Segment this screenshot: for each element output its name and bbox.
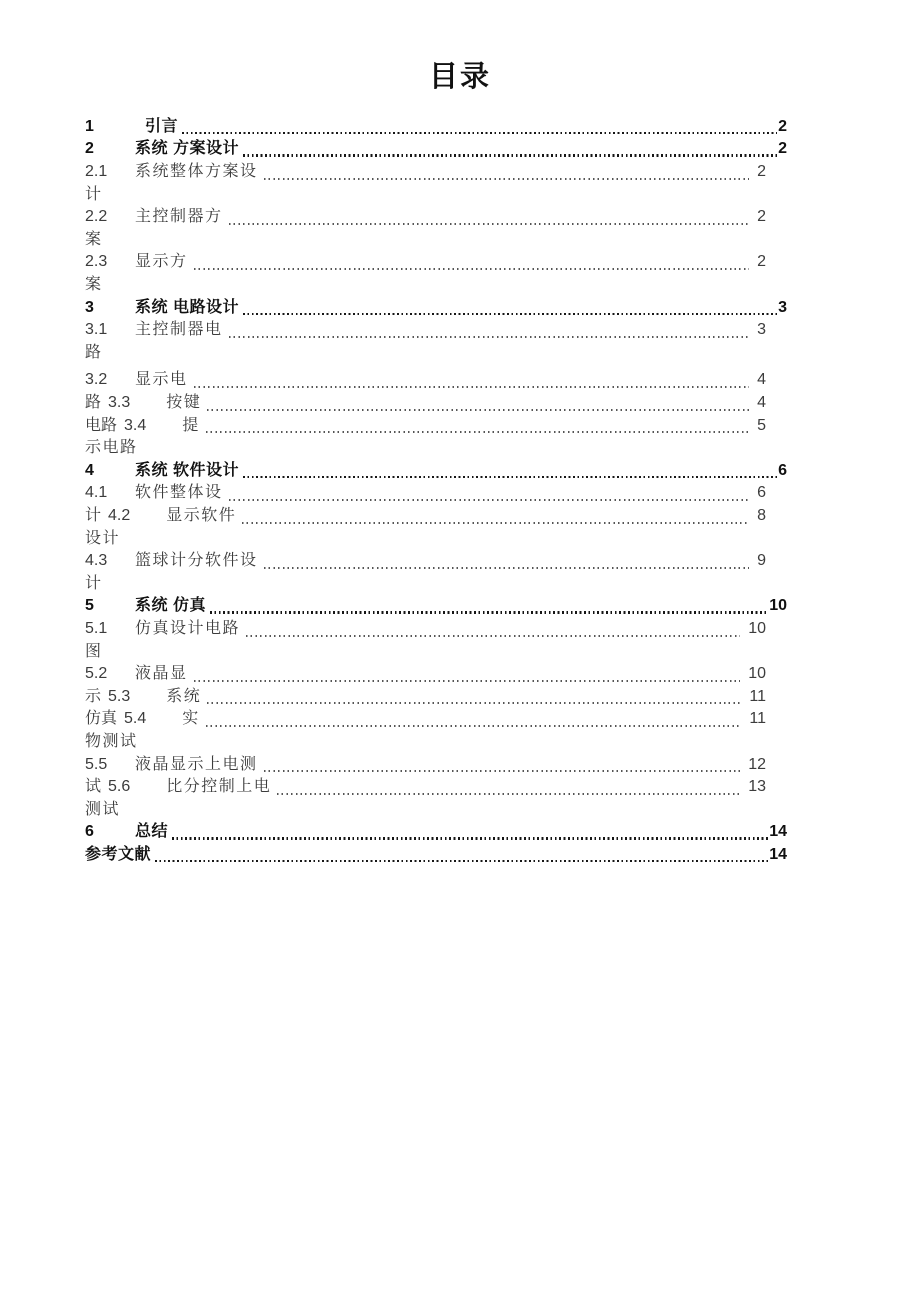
toc-entry-number: 4.2 bbox=[108, 506, 131, 524]
toc-entry[interactable] bbox=[85, 161, 766, 184]
page-number: 4 bbox=[757, 371, 766, 389]
toc-entry[interactable] bbox=[85, 251, 766, 274]
dot-leader bbox=[194, 680, 741, 682]
toc-entry-title: 引言 bbox=[145, 117, 179, 135]
dot-leader bbox=[229, 336, 750, 338]
toc-entry-number: 3.3 bbox=[108, 394, 131, 412]
dot-leader bbox=[206, 725, 742, 727]
toc-entry-title: 主控制器方 bbox=[135, 208, 223, 226]
toc-entry[interactable] bbox=[85, 595, 787, 618]
toc-wrap-text: 计 bbox=[85, 185, 103, 203]
toc-entry[interactable] bbox=[85, 460, 787, 483]
toc-entry-number: 3.4 bbox=[124, 416, 147, 434]
page-number: 11 bbox=[749, 710, 766, 728]
dot-leader bbox=[243, 154, 777, 157]
toc-entry[interactable] bbox=[85, 116, 787, 139]
toc-wrap-text: 测试 bbox=[85, 800, 121, 818]
dot-leader bbox=[172, 837, 768, 840]
toc-wrap-text: 试 bbox=[85, 778, 102, 796]
toc-entry-number: 6 bbox=[85, 823, 94, 841]
toc-entry-number: 2.1 bbox=[85, 163, 108, 181]
toc-entry-title: 系统 方案设计 bbox=[135, 140, 239, 158]
toc-entry-title: 显示方 bbox=[135, 253, 188, 271]
toc-entry-number: 5.3 bbox=[108, 687, 131, 705]
page-number: 14 bbox=[769, 845, 787, 863]
toc-entry-number: 5.1 bbox=[85, 619, 108, 637]
toc-entry-title: 仿真设计电路 bbox=[135, 619, 241, 637]
toc-entry-title: 参考文献 bbox=[85, 845, 152, 863]
toc-entry[interactable] bbox=[85, 663, 766, 686]
toc-entry-number: 3.2 bbox=[85, 371, 108, 389]
dot-leader bbox=[246, 635, 740, 637]
toc-wrap-text: 设计 bbox=[85, 529, 121, 547]
page-number: 9 bbox=[757, 552, 766, 570]
page-number: 8 bbox=[757, 506, 766, 524]
toc-entry-title: 系统 软件设计 bbox=[135, 461, 239, 479]
toc-entry-number: 3 bbox=[85, 298, 94, 316]
toc-wrap-line bbox=[85, 229, 787, 252]
toc-entry[interactable] bbox=[85, 550, 766, 573]
toc-wrap-line bbox=[85, 274, 787, 297]
dot-leader bbox=[229, 223, 750, 225]
toc-entry-number: 2.2 bbox=[85, 208, 108, 226]
dot-leader bbox=[206, 431, 749, 433]
toc-wrap-line bbox=[85, 528, 787, 551]
page-number: 14 bbox=[769, 823, 787, 841]
toc-entry[interactable] bbox=[85, 821, 787, 844]
toc-entry-number: 4 bbox=[85, 461, 94, 479]
page-number: 11 bbox=[749, 687, 766, 705]
toc-wrap-text: 示电路 bbox=[85, 439, 138, 457]
dot-leader bbox=[229, 499, 750, 501]
toc-entry-number: 1 bbox=[85, 117, 94, 135]
toc-entry[interactable] bbox=[85, 392, 766, 415]
toc-entry-number: 5.2 bbox=[85, 665, 108, 683]
toc-entry[interactable] bbox=[85, 482, 766, 505]
page-number: 3 bbox=[778, 298, 787, 316]
toc-wrap-text: 计 bbox=[85, 574, 103, 592]
toc-entry-number: 3.1 bbox=[85, 321, 108, 339]
toc-entry-title: 系统 电路设计 bbox=[135, 298, 239, 316]
dot-leader bbox=[155, 860, 768, 863]
toc-entry[interactable] bbox=[85, 138, 787, 161]
dot-leader bbox=[207, 409, 749, 411]
toc-entry-title: 软件整体设 bbox=[135, 484, 223, 502]
toc-entry[interactable] bbox=[85, 844, 787, 867]
toc-entry-number: 2 bbox=[85, 140, 94, 158]
dot-leader bbox=[243, 476, 777, 479]
dot-leader bbox=[264, 178, 750, 180]
dot-leader bbox=[207, 702, 741, 704]
toc-wrap-line bbox=[85, 731, 787, 754]
toc-entry-title: 比分控制上电 bbox=[166, 778, 272, 796]
toc-entry-title: 实 bbox=[182, 710, 200, 728]
toc-entry-number: 5.6 bbox=[108, 778, 131, 796]
page-number: 13 bbox=[748, 778, 766, 796]
dot-leader bbox=[242, 522, 749, 524]
toc-entry-title: 液晶显示上电测 bbox=[135, 755, 258, 773]
toc-entry[interactable] bbox=[85, 206, 766, 229]
page-number: 12 bbox=[748, 755, 766, 773]
page-number: 2 bbox=[757, 253, 766, 271]
toc-entry-title: 篮球计分软件设 bbox=[135, 552, 258, 570]
toc-entry-title: 系统 bbox=[166, 687, 202, 705]
toc-entry-title: 显示软件 bbox=[166, 506, 237, 524]
toc-wrap-text: 路 bbox=[85, 343, 103, 361]
toc-entry[interactable] bbox=[85, 505, 766, 528]
dot-leader bbox=[277, 793, 740, 795]
toc-wrap-line bbox=[85, 573, 787, 596]
page-number: 10 bbox=[748, 665, 766, 683]
toc-entry-title: 按键 bbox=[166, 394, 202, 412]
toc-wrap-line bbox=[85, 342, 787, 365]
toc-entry[interactable] bbox=[85, 754, 766, 777]
dot-leader bbox=[194, 386, 750, 388]
page-number: 6 bbox=[757, 484, 766, 502]
page-number: 5 bbox=[757, 416, 766, 434]
toc-entry[interactable] bbox=[85, 618, 766, 641]
page-number: 6 bbox=[778, 461, 787, 479]
toc-entry-number: 4.3 bbox=[85, 552, 108, 570]
page-number: 2 bbox=[778, 140, 787, 158]
toc bbox=[85, 116, 787, 867]
page-title: 目录 bbox=[428, 61, 491, 93]
toc-wrap-text: 案 bbox=[85, 230, 103, 248]
page-number: 2 bbox=[757, 163, 766, 181]
toc-entry-title: 系统 仿真 bbox=[135, 597, 206, 615]
toc-wrap-text: 示 bbox=[85, 687, 102, 705]
toc-wrap-text: 路 bbox=[85, 394, 102, 412]
dot-leader bbox=[210, 611, 768, 614]
toc-wrap-line bbox=[85, 184, 787, 207]
dot-leader bbox=[194, 268, 750, 270]
page-number: 3 bbox=[757, 321, 766, 339]
toc-wrap-line bbox=[85, 641, 787, 664]
dot-leader bbox=[182, 132, 777, 135]
dot-leader bbox=[264, 770, 741, 772]
page-number: 10 bbox=[769, 597, 787, 615]
toc-wrap-text: 图 bbox=[85, 642, 103, 660]
toc-entry[interactable] bbox=[85, 369, 766, 392]
page-number: 10 bbox=[748, 619, 766, 637]
toc-entry-title: 提 bbox=[182, 416, 200, 434]
toc-entry[interactable] bbox=[85, 776, 766, 799]
toc-wrap-text: 计 bbox=[85, 506, 102, 524]
toc-entry[interactable] bbox=[85, 686, 766, 709]
page-number: 2 bbox=[757, 208, 766, 226]
toc-entry-title: 总结 bbox=[135, 823, 169, 841]
toc-entry-number: 4.1 bbox=[85, 484, 108, 502]
toc-entry[interactable] bbox=[85, 415, 766, 438]
toc-entry-number: 5.5 bbox=[85, 755, 108, 773]
toc-wrap-line bbox=[85, 437, 787, 460]
toc-entry[interactable] bbox=[85, 708, 766, 731]
toc-wrap-line bbox=[85, 799, 787, 822]
toc-entry-title: 液晶显 bbox=[135, 665, 188, 683]
toc-entry-number: 5.4 bbox=[124, 710, 147, 728]
toc-wrap-text: 仿真 bbox=[85, 710, 118, 728]
toc-entry-title: 显示电 bbox=[135, 371, 188, 389]
dot-leader bbox=[264, 567, 750, 569]
page-number: 4 bbox=[757, 394, 766, 412]
toc-entry[interactable] bbox=[85, 297, 787, 320]
toc-entry-title: 系统整体方案设 bbox=[135, 163, 258, 181]
toc-entry-number: 5 bbox=[85, 597, 94, 615]
toc-wrap-text: 电路 bbox=[85, 416, 118, 434]
toc-entry[interactable] bbox=[85, 319, 766, 342]
dot-leader bbox=[243, 313, 777, 316]
toc-entry-number: 2.3 bbox=[85, 253, 108, 271]
page-number: 2 bbox=[778, 117, 787, 135]
toc-wrap-text: 物测试 bbox=[85, 732, 138, 750]
toc-wrap-text: 案 bbox=[85, 276, 103, 294]
toc-entry-title: 主控制器电 bbox=[135, 321, 223, 339]
